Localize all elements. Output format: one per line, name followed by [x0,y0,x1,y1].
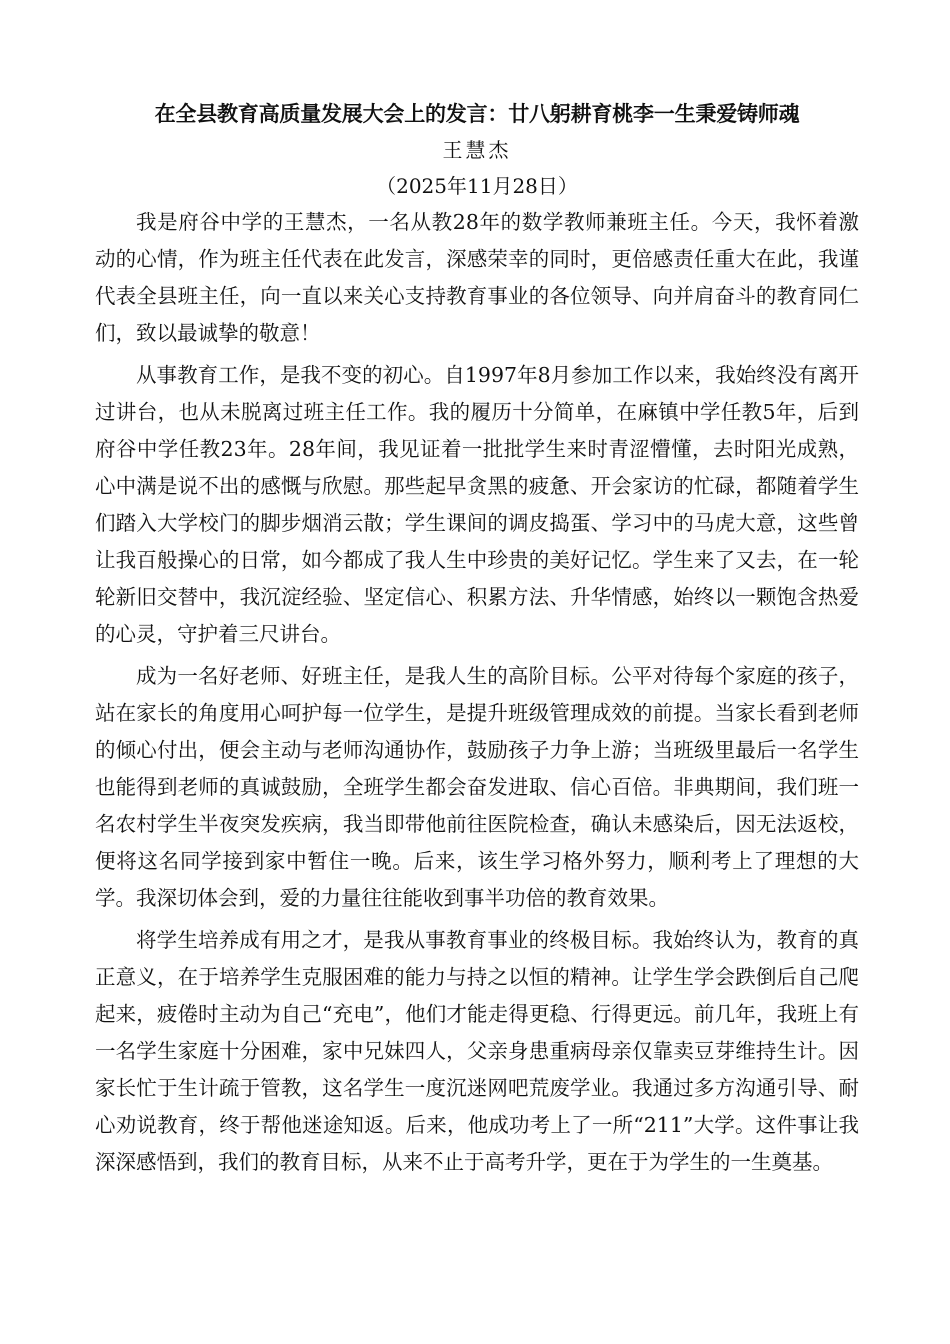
speech-date: （2025年11月28日） [376,174,578,198]
paragraph: 我是府谷中学的王慧杰，一名从教28年的数学教师兼班主任。今天，我怀着激动的心情，作为班主任代表在此发言，深感荣幸的同时，更倍感责任重大在此，我谨代表全县班主任，向一直以来关心支持教育事业的各位领导、向并肩奋斗的教育同仁们，致以最诚挚的敬意！ [95,210,859,345]
paragraph: 从事教育工作，是我不变的初心。自1997年8月参加工作以来，我始终没有离开过讲台，也从未脱离过班主任工作。我的履历十分简单，在麻镇中学任教5年，后到府谷中学任教23年。28年间，我见证着一批批学生来时青涩懵懂，去时阳光成熟，心中满是说不出的感慨与欣慰。那些起早贪黑的疲惫、开会家访的忙碌，都随着学生们踏入大学校门的脚步烟消云散；学生课间的调皮捣蛋、学习中的马虎大意，这些曾让我百般操心的日常，如今都成了我人生中珍贵的美好记忆。学生来了又去，在一轮轮新旧交替中，我沉淀经验、坚定信心、积累方法、升华情感，始终以一颗饱含热爱的心灵，守护着三尺讲台。 [95,363,859,646]
document-title: 在全县教育高质量发展大会上的发言：廿八躬耕育桃李一生秉爱铸师魂 [154,102,800,126]
author-name: 王慧杰 [442,138,512,162]
paragraph: 将学生培养成有用之才，是我从事教育事业的终极目标。我始终认为，教育的真正意义，在于培养学生克服困难的能力与持之以恒的精神。让学生学会跌倒后自己爬起来，疲倦时主动为自己“充电”，他们才能走得更稳、行得更远。前几年，我班上有一名学生家庭十分困难，家中兄妹四人，父亲身患重病母亲仅靠卖豆芽维持生计。因家长忙于生计疏于管教，这名学生一度沉迷网吧荒废学业。我通过多方沟通引导、耐心劝说教育，终于帮他迷途知返。后来，他成功考上了一所“211”大学。这件事让我深深感悟到，我们的教育目标，从来不止于高考升学，更在于为学生的一生奠基。 [95,928,859,1174]
paragraph: 成为一名好老师、好班主任，是我人生的高阶目标。公平对待每个家庭的孩子，站在家长的角度用心呵护每一位学生，是提升班级管理成效的前提。当家长看到老师的倾心付出，便会主动与老师沟通协作，鼓励孩子力争上游；当班级里最后一名学生也能得到老师的真诚鼓励，全班学生都会奋发进取、信心百倍。非典期间，我们班一名农村学生半夜突发疾病，我当即带他前往医院检查，确认未感染后，因无法返校，便将这名同学接到家中暂住一晚。后来，该生学习格外努力，顺利考上了理想的大学。我深切体会到，爱的力量往往能收到事半功倍的教育效果。 [95,664,859,910]
document-body [95,96,859,1181]
